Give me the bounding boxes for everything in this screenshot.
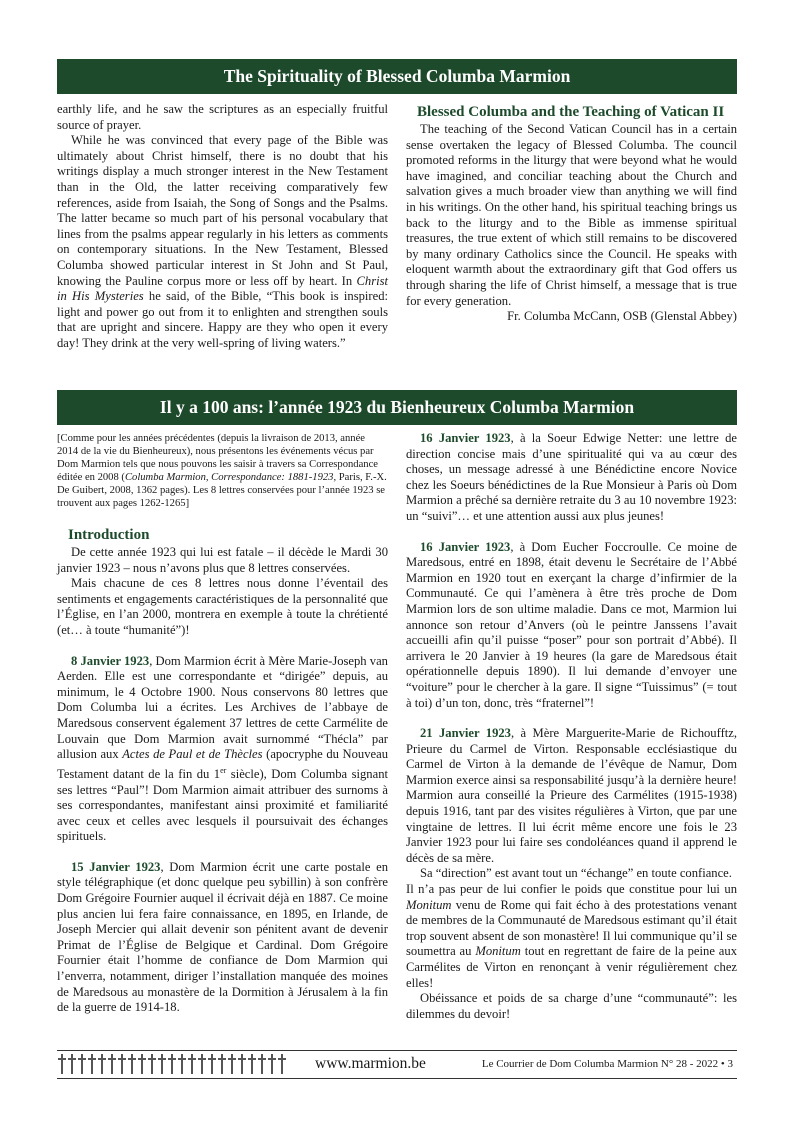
paragraph: earthly life, and he saw the scriptures as an especially fruitful source of prayer. bbox=[57, 102, 388, 132]
paragraph: The teaching of the Second Vatican Council has in a certain sense overtaken the legacy of Blessed Columba. The council promoted reforms in the liturgy that were beyond what he would have imagined, and conciliar teaching about the Church and salvation gives a much broader view than anything we will find in his writings. On the other hand, his spiritual teaching brings us back to the liturgy and to the Bible as immense spiritual treasures, the true extent of which still remains to be discovered by many ordinary Catholics since the Council. He speaks with eloquent warmth about the extraordinary gift that God offers us through sharing the life of Christ himself, a message that is true for every generation. bbox=[406, 122, 737, 308]
page-footer bbox=[57, 1050, 737, 1079]
article-column-right bbox=[406, 103, 737, 325]
cross-icon bbox=[177, 1053, 187, 1075]
cross-icon bbox=[187, 1053, 197, 1075]
cross-icon bbox=[127, 1053, 137, 1075]
entry-date: 16 Janvier 1923 bbox=[420, 431, 511, 445]
cross-icon bbox=[207, 1053, 217, 1075]
paragraph: De cette année 1923 qui lui est fatale – il décède le Mardi 30 janvier 1923 – nous n’avons plus que 8 lettres conservées. bbox=[57, 545, 388, 575]
paragraph: Mais chacune de ces 8 lettres nous donne l’éventail des sentiments et engagements caractéristiques de la personnalité que l’Église, en l’an 2000, montrera en exemple à toute la chrétienté (et… à toute “humanité”)! bbox=[57, 576, 388, 637]
article-column-left bbox=[57, 102, 388, 352]
cross-icon bbox=[227, 1053, 237, 1075]
cross-icon bbox=[217, 1053, 227, 1075]
letter-entry: 16 Janvier 1923, à la Soeur Edwige Netter: une lettre de direction concise mais d’une spiritualité qui va au cœur des choses, un message adressé à une Bénédictine encore Novice chez les Soeurs bénédictines de la Rue Monsieur à Paris où Dom Marmion a prêché sa dernière retraite du 3 au 10 novembre 1923: un “suivi”… et une attention aussi aux plus jeunes! bbox=[406, 431, 737, 523]
editorial-note: [Comme pour les années précédentes (depuis la livraison de 2013, année 2014 de la vie du Bienheureux), nous présentons les événements vécus par Dom Marmion tels que nous pouvons les saisir à travers sa Correspondance éditée en 2008 (Columba Marmion, Correspondance: 1881-1923, Paris, F.-X. De Guibert, 2008, 1362 pages). Les 8 lettres conservées pour l’année 1923 se trouvent aux pages 1262-1265] bbox=[57, 433, 387, 509]
entry-date: 21 Janvier 1923 bbox=[420, 726, 511, 741]
cross-icon bbox=[167, 1053, 177, 1075]
cross-icon bbox=[97, 1053, 107, 1075]
letter-entry: 15 Janvier 1923, Dom Marmion écrit une carte postale en style télégraphique (et donc quelque peu sybillin) à son confrère Dom Grégoire Fournier auquel il écrivait déjà en 1887. Ce moine plus ancien lui fera faire connaissance, en 1895, en Irlande, de Joseph Mercier qui allait devenir son pénitent avant de devenir Primat de l’Église de Belgique et Cardinal. Dom Grégoire Fournier était l’homme de confiance de Dom Marmion qui l’enverra, notamment, diriger l’installation manquée des moines de Maredsous au monastère de la Dormition à Jérusalem à la fin de la guerre de 1914-18. bbox=[57, 859, 388, 1015]
letter-entry: 21 Janvier 1923, à Mère Marguerite-Marie de Richoufftz, Prieure du Carmel de Virton. Responsable ecclésiastique du Carmel de Virton à la demande de l’évêque de Namur, Dom Marmion exerce ainsi sa responsabilité jusqu’à la dernière heure! Marmion aura conseillé la Prieure des Carmélites (1915-1938) depuis 1916, tant par des visites régulières à Virton, que par une vingtaine de lettres. Il lui écrit même encore une fois le 23 Janvier 1923 pour lui faire ses condoléances quand il apprend le décès de sa mère. bbox=[406, 726, 737, 865]
letter-entry: 16 Janvier 1923, à Dom Eucher Foccroulle. Ce moine de Maredsous, entré en 1898, était devenu le Secrétaire de l’Abbé Marmion en 1920 tout en exerçant la charge d’infirmier de la Communauté. Ce qui l’amènera à être très proche de Dom Marmion lors de son ultime maladie. Dans ce mot, Marmion lui annonce son retour d’Anvers (où le peintre Janssens l’avait accueilli afin qu’il puisse “poser” pour son portrait d’Abbé). Il arrivera le 20 Janvier à 19 heures (la gare de Maredsous était opérationnelle depuis 1890). Il lui demande d’envoyer une “voiture” pour le chercher à la gare. Il signe “Tuissimus” (= tout à toi) d’un ton, donc, très “fraternel”! bbox=[406, 539, 737, 710]
cross-icon bbox=[247, 1053, 257, 1075]
crosses-decoration-icon bbox=[57, 1053, 290, 1075]
subheading-vatican-ii: Blessed Columba and the Teaching of Vatican II bbox=[417, 104, 725, 120]
section-title: The Spirituality of Blessed Columba Marmion bbox=[223, 66, 571, 86]
entry-date: 16 Janvier 1923 bbox=[420, 539, 511, 554]
paragraph: Il n’a pas peur de lui confier le poids que constitue pour lui un Monitum venu de Rome qui fait écho à des protestations venant de membres de la Communauté de Maredsous estimant qu’il était trop souvent absent de son monastère! Il lui communique qu’il se soumettra au Monitum tout en regrettant de faire de la peine aux Carmélites de Virton en renonçant à venir régulièrement chez elles! bbox=[406, 882, 737, 990]
cross-icon bbox=[57, 1053, 67, 1075]
cross-icon bbox=[107, 1053, 117, 1075]
cross-icon bbox=[137, 1053, 147, 1075]
issue-info: Le Courrier de Dom Columba Marmion N° 28 - 2022 • 3 bbox=[481, 1058, 733, 1070]
section-title: Il y a 100 ans: l’année 1923 du Bienheureux Columba Marmion bbox=[159, 397, 635, 417]
cross-icon bbox=[237, 1053, 247, 1075]
subheading-introduction: Introduction bbox=[68, 527, 150, 543]
letter-entry: 8 Janvier 1923, Dom Marmion écrit à Mère Marie-Joseph van Aerden. Elle est une correspondante et “dirigée” depuis, au minimum, le 4 Octobre 1900. Nous conservons 80 lettres que Dom Columba lui a écrites. Les Archives de l’abbaye de Maredsous conservent également 37 lettres de cette Carmélite de Louvain que Dom Marmion avait surnommé “Thécla” par allusion aux Actes de Paul et de Thècles (apocryphe du Nouveau Testament datant de la fin du 1er siècle), Dom Columba signant ses lettres “Paul”! Dom Marmion aimait attribuer des surnoms à ses correspondantes, manifestant ainsi proximité et familiarité avec ceux et celles avec lesquels il poursuivait des échanges spirituels. bbox=[57, 653, 388, 844]
entry-date: 15 Janvier 1923 bbox=[71, 859, 161, 874]
cross-icon bbox=[157, 1053, 167, 1075]
cross-icon bbox=[117, 1053, 127, 1075]
cross-icon bbox=[277, 1053, 287, 1075]
paragraph: Sa “direction” est avant tout un “échange” en toute confiance. bbox=[420, 866, 732, 881]
cross-icon bbox=[197, 1053, 207, 1075]
website-link[interactable]: www.marmion.be bbox=[315, 1055, 426, 1072]
article-column-left bbox=[57, 432, 388, 1016]
article-column-right bbox=[406, 431, 737, 1022]
section-banner-100-ans bbox=[57, 390, 737, 425]
cross-icon bbox=[87, 1053, 97, 1075]
cross-icon bbox=[147, 1053, 157, 1075]
book-title: Christ in His Mysteries bbox=[57, 273, 388, 304]
paragraph: While he was convinced that every page of the Bible was ultimately about Christ himself, there is no doubt that his writings display a much stronger interest in the New Testament than in the Old, the latter receiving comparatively few references, aside from Isaiah, the Song of Songs and the Psalms. The latter became so much part of his personal vocabulary that lines from the psalms appear regularly in his letters as comments on contemporary situations. In the New Testament, Blessed Columba showed particular interest in St John and St Paul, knowing the Pauline corpus more or less off by heart. In Christ in His Mysteries he said, of the Bible, “This book is inspired: light and power go out from it to enlighten and strengthen souls that are upright and sincere. Happy are they who open it every day! They drink at the very well-spring of living waters.” bbox=[57, 133, 388, 350]
section-banner-spirituality bbox=[57, 59, 737, 94]
paragraph: Obéissance et poids de sa charge d’une “communauté”: les dilemmes du devoir! bbox=[406, 991, 737, 1021]
author-signature: Fr. Columba McCann, OSB (Glenstal Abbey) bbox=[507, 309, 737, 324]
cross-icon bbox=[67, 1053, 77, 1075]
cross-icon bbox=[77, 1053, 87, 1075]
cross-icon bbox=[257, 1053, 267, 1075]
entry-date: 8 Janvier 1923 bbox=[71, 653, 150, 668]
cross-icon bbox=[267, 1053, 277, 1075]
